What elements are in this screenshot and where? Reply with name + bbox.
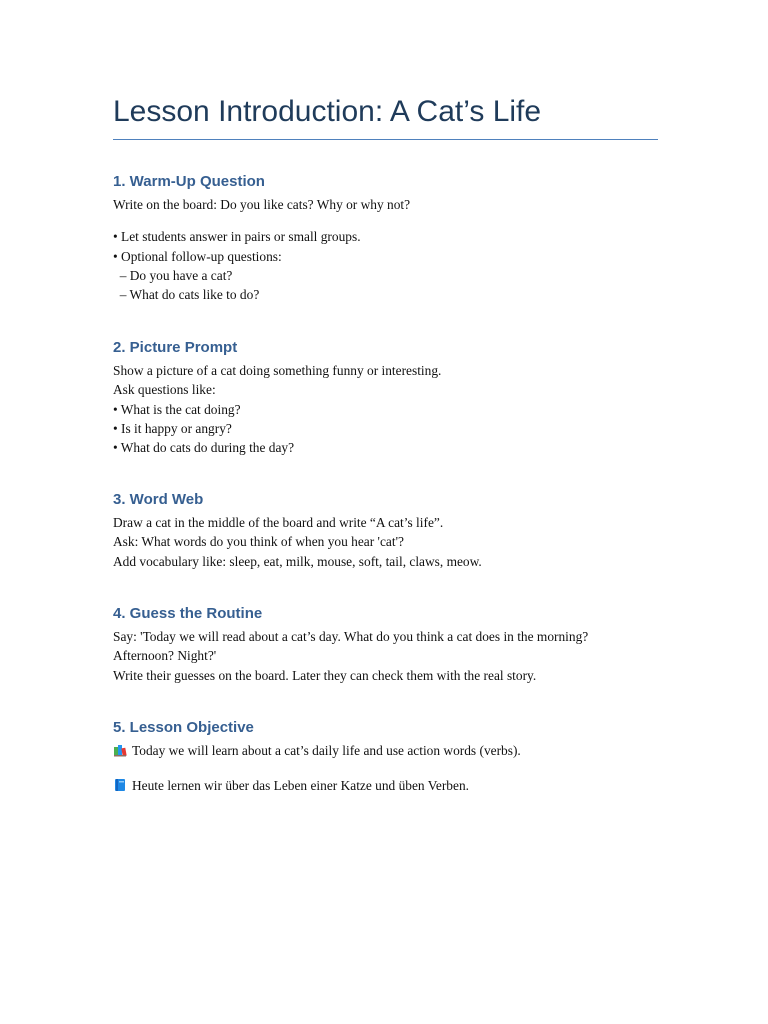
objective-german — [113, 776, 658, 795]
section-heading: 5. Lesson Objective — [113, 719, 254, 736]
section-heading: 3. Word Web — [113, 491, 204, 508]
paragraph: Draw a cat in the middle of the board and write “A cat’s life”. — [113, 515, 444, 530]
objective-english-text: Today we will learn about a cat’s daily life and use action words (verbs). — [132, 743, 521, 758]
books-icon — [113, 743, 127, 757]
bullet-item: • Is it happy or angry? — [113, 420, 232, 436]
section-picture-prompt — [113, 338, 658, 457]
paragraph: Show a picture of a cat doing something funny or interesting. — [113, 363, 442, 378]
section-heading: 2. Picture Prompt — [113, 339, 238, 356]
title-divider — [113, 139, 658, 140]
bullet-item: • Optional follow-up questions: — [113, 248, 282, 264]
paragraph: Write on the board: Do you like cats? Why or why not? — [113, 197, 411, 212]
paragraph: Ask questions like: — [113, 382, 216, 398]
objective-english — [113, 741, 658, 760]
section-lesson-objective — [113, 718, 658, 796]
paragraph: Say: 'Today we will read about a cat’s day. What do you think a cat does in the morning? — [113, 629, 589, 644]
sub-bullet-item: – What do cats like to do? — [113, 287, 260, 303]
paragraph: Add vocabulary like: sleep, eat, milk, mouse, soft, tail, claws, meow. — [113, 553, 482, 569]
section-heading: 4. Guess the Routine — [113, 605, 263, 622]
blue-book-icon — [113, 778, 127, 792]
paragraph: Ask: What words do you think of when you hear 'cat'? — [113, 534, 404, 550]
bullet-item: • Let students answer in pairs or small groups. — [113, 229, 361, 245]
section-heading: 1. Warm-Up Question — [113, 173, 265, 190]
bullet-item: • What do cats do during the day? — [113, 440, 295, 456]
paragraph: Afternoon? Night?' — [113, 648, 217, 664]
objective-german-text: Heute lernen wir über das Leben einer Katze und üben Verben. — [132, 778, 469, 794]
bullet-item: • What is the cat doing? — [113, 401, 241, 417]
section-guess-the-routine — [113, 604, 658, 685]
document-title: Lesson Introduction: A Cat’s Life — [113, 95, 542, 128]
section-warm-up-question — [113, 172, 658, 304]
paragraph: Write their guesses on the board. Later they can check them with the real story. — [113, 667, 537, 683]
section-word-web — [113, 490, 658, 571]
sub-bullet-item: – Do you have a cat? — [113, 267, 233, 283]
